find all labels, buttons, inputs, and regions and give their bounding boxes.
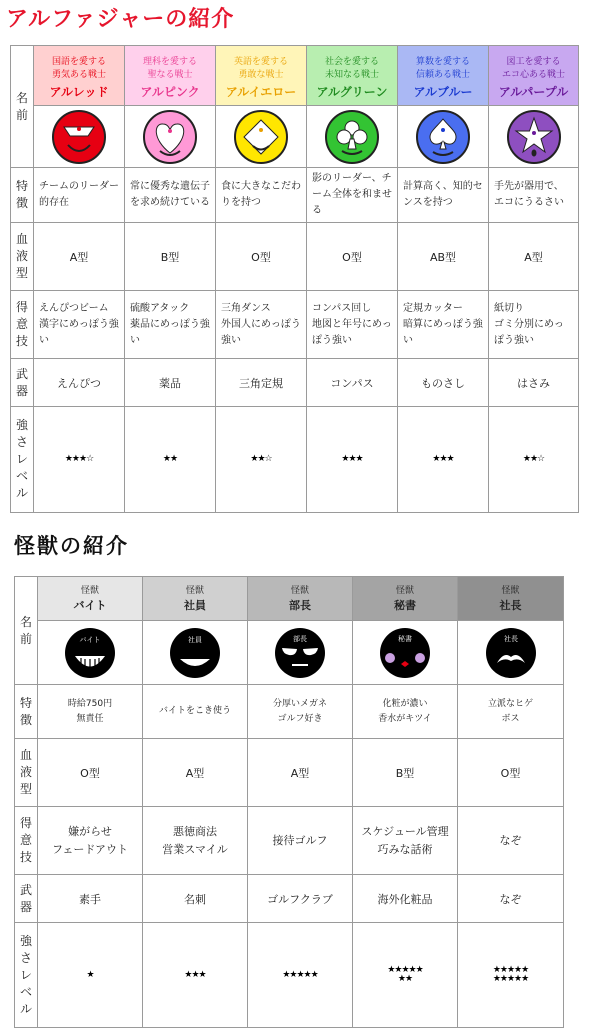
row-label-skill: 得 意 技	[15, 807, 38, 875]
hero-strength-stars: ★★☆	[216, 407, 307, 513]
row-label-skill: 得 意 技	[11, 291, 34, 359]
heroes-section-title: アルファジャーの紹介	[6, 7, 235, 32]
monster-kaiju-label: 怪獣	[395, 585, 414, 596]
monster-name: 社員	[184, 598, 206, 612]
monster-header-row	[15, 577, 564, 621]
hero-header-red	[34, 46, 125, 106]
hero-strength-stars: ★★★☆	[34, 407, 125, 513]
president-face-icon	[485, 627, 537, 679]
hero-subtitle: 勇敢な戦士	[238, 70, 284, 80]
row-label-blood: 血 液 型	[15, 739, 38, 807]
red-hero-icon	[51, 109, 107, 165]
hero-blood-type: A型	[34, 223, 125, 291]
hero-strength-row	[11, 407, 579, 513]
hero-trait: 食に大きなこだわりを持つ	[216, 168, 307, 223]
hero-subtitle: 英語を愛する	[233, 57, 288, 67]
hero-name: アルピンク	[140, 85, 200, 99]
employee-face-icon	[169, 627, 221, 679]
hero-name: アルグリーン	[316, 85, 388, 99]
monster-strength-stars: ★★★	[143, 923, 248, 1028]
hero-subtitle: 算数を愛する	[415, 57, 470, 67]
monster-strength-stars: ★★★★★	[248, 923, 353, 1028]
hero-blood-row	[11, 223, 579, 291]
row-label-weapon: 武 器	[11, 359, 34, 407]
row-label-strength: 強 さ レ ベ ル	[15, 923, 38, 1028]
part-timer-face-icon	[64, 627, 116, 679]
row-label-weapon: 武 器	[15, 875, 38, 923]
hero-weapon: 薬品	[125, 359, 216, 407]
monster-skill: スケジュール管理 巧みな話術	[353, 807, 458, 875]
hero-blood-type: A型	[489, 223, 579, 291]
hero-strength-stars: ★★★	[307, 407, 398, 513]
manager-face-icon	[274, 627, 326, 679]
monster-blood-type: O型	[38, 739, 143, 807]
hero-name: アルブルー	[413, 85, 473, 99]
hero-skill: 三角ダンス 外国人にめっぽう強い	[216, 291, 307, 359]
monster-strength-stars: ★★★★★ ★★	[353, 923, 458, 1028]
hero-strength-stars: ★★	[125, 407, 216, 513]
hero-header-green	[307, 46, 398, 106]
monster-weapon: ゴルフクラブ	[248, 875, 353, 923]
monster-blood-type: O型	[458, 739, 564, 807]
secretary-face-icon	[379, 627, 431, 679]
hero-subtitle: 理科を愛する	[142, 57, 197, 67]
monster-trait: 時給750円 無責任	[38, 685, 143, 739]
blue-hero-icon	[415, 109, 471, 165]
hero-face-cell	[307, 106, 398, 168]
row-label-blood: 血 液 型	[11, 223, 34, 291]
monster-blood-type: A型	[248, 739, 353, 807]
monster-blood-row	[15, 739, 564, 807]
monster-trait-row	[15, 685, 564, 739]
hero-skill-row	[11, 291, 579, 359]
hero-blood-type: O型	[307, 223, 398, 291]
monsters-table	[14, 576, 564, 1028]
hero-weapon: 三角定規	[216, 359, 307, 407]
hero-strength-stars: ★★☆	[489, 407, 579, 513]
monster-name: 社長	[499, 598, 522, 612]
monster-trait: バイトをこき使う	[143, 685, 248, 739]
monster-weapon: なぞ	[458, 875, 564, 923]
hero-trait: チームのリーダー的存在	[34, 168, 125, 223]
hero-face-cell	[34, 106, 125, 168]
monster-weapon: 名刺	[143, 875, 248, 923]
hero-name: アルパープル	[498, 85, 569, 99]
face-label: 社長	[503, 634, 518, 643]
hero-subtitle: 勇気ある戦士	[51, 70, 106, 80]
monster-skill: 嫌がらせ フェードアウト	[38, 807, 143, 875]
hero-header-purple	[489, 46, 579, 106]
hero-name: アルイエロー	[225, 85, 297, 99]
hero-header-pink	[125, 46, 216, 106]
hero-weapon: えんぴつ	[34, 359, 125, 407]
hero-weapon: コンパス	[307, 359, 398, 407]
monster-strength-stars: ★★★★★ ★★★★★	[458, 923, 564, 1028]
monsters-section-title: 怪獣の紹介	[14, 534, 129, 558]
face-label: 秘書	[398, 634, 412, 643]
row-label-trait: 特 徴	[15, 685, 38, 739]
monster-header-part-timer	[38, 577, 143, 621]
monster-kaiju-label: 怪獣	[80, 585, 99, 596]
monster-strength-row	[15, 923, 564, 1028]
hero-skill: 硫酸アタック 薬品にめっぽう強い	[125, 291, 216, 359]
face-label: バイト	[79, 635, 101, 644]
monster-face-cell	[458, 621, 564, 685]
yellow-hero-icon	[233, 109, 289, 165]
hero-subtitle: 社会を愛する	[324, 57, 379, 67]
monster-face-row	[15, 621, 564, 685]
row-label-strength: 強 さ レ ベ ル	[11, 407, 34, 513]
hero-header-row	[11, 46, 579, 106]
hero-blood-type: AB型	[398, 223, 489, 291]
hero-skill: 紙切り ゴミ分別にめっぽう強い	[489, 291, 579, 359]
face-label: 部長	[293, 634, 307, 643]
row-label-trait: 特 徴	[11, 168, 34, 223]
hero-face-cell	[489, 106, 579, 168]
monster-header-president	[458, 577, 564, 621]
hero-subtitle: 図工を愛する	[506, 57, 561, 67]
monster-skill: 接待ゴルフ	[248, 807, 353, 875]
monster-kaiju-label: 怪獣	[290, 585, 309, 596]
hero-blood-type: O型	[216, 223, 307, 291]
hero-weapon-row	[11, 359, 579, 407]
monster-trait: 化粧が濃い 香水がキツイ	[353, 685, 458, 739]
purple-hero-icon	[506, 109, 562, 165]
hero-skill: 定規カッター 暗算にめっぽう強い	[398, 291, 489, 359]
hero-subtitle: 聖なる戦士	[147, 70, 193, 80]
hero-face-cell	[398, 106, 489, 168]
hero-trait: 手先が器用で、エコにうるさい	[489, 168, 579, 223]
hero-trait: 計算高く、知的センスを持つ	[398, 168, 489, 223]
hero-strength-stars: ★★★	[398, 407, 489, 513]
hero-blood-type: B型	[125, 223, 216, 291]
monster-face-cell	[248, 621, 353, 685]
heroes-table	[10, 45, 579, 513]
hero-trait: 影のリーダー、チーム全体を和ませる	[307, 168, 398, 223]
pink-hero-icon	[142, 109, 198, 165]
monster-face-cell	[353, 621, 458, 685]
hero-weapon: ものさし	[398, 359, 489, 407]
hero-skill: コンパス回し 地図と年号にめっぽう強い	[307, 291, 398, 359]
row-label-name: 名 前	[15, 577, 38, 685]
monster-face-cell	[143, 621, 248, 685]
monster-blood-type: B型	[353, 739, 458, 807]
hero-face-cell	[216, 106, 307, 168]
monster-name: バイト	[73, 598, 107, 612]
monster-skill-row	[15, 807, 564, 875]
face-label: 社員	[188, 635, 202, 644]
monster-skill: なぞ	[458, 807, 564, 875]
monster-weapon: 素手	[38, 875, 143, 923]
hero-header-blue	[398, 46, 489, 106]
monster-header-employee	[143, 577, 248, 621]
monster-name: 秘書	[394, 598, 416, 612]
hero-subtitle: 国語を愛する	[51, 57, 106, 67]
hero-trait-row	[11, 168, 579, 223]
hero-header-yellow	[216, 46, 307, 106]
hero-skill: えんぴつビーム 漢字にめっぽう強い	[34, 291, 125, 359]
monster-name: 部長	[289, 598, 311, 612]
hero-weapon: はさみ	[489, 359, 579, 407]
monster-header-secretary	[353, 577, 458, 621]
hero-face-row	[11, 106, 579, 168]
monster-trait: 分厚いメガネ ゴルフ好き	[248, 685, 353, 739]
hero-subtitle: 信頼ある戦士	[415, 70, 470, 80]
monster-header-manager	[248, 577, 353, 621]
green-hero-icon	[324, 109, 380, 165]
monster-kaiju-label: 怪獣	[501, 585, 520, 596]
monster-skill: 悪徳商法 営業スマイル	[143, 807, 248, 875]
hero-subtitle: 未知なる戦士	[324, 70, 379, 80]
hero-trait: 常に優秀な遺伝子を求め続けている	[125, 168, 216, 223]
monster-strength-stars: ★	[38, 923, 143, 1028]
monster-blood-type: A型	[143, 739, 248, 807]
hero-subtitle: エコ心ある戦士	[501, 70, 565, 80]
monster-weapon: 海外化粧品	[353, 875, 458, 923]
hero-face-cell	[125, 106, 216, 168]
row-label-name: 名 前	[11, 46, 34, 168]
monster-weapon-row	[15, 875, 564, 923]
monster-kaiju-label: 怪獣	[185, 585, 204, 596]
monster-trait: 立派なヒゲ ボス	[458, 685, 564, 739]
hero-name: アルレッド	[49, 85, 109, 99]
monster-face-cell	[38, 621, 143, 685]
